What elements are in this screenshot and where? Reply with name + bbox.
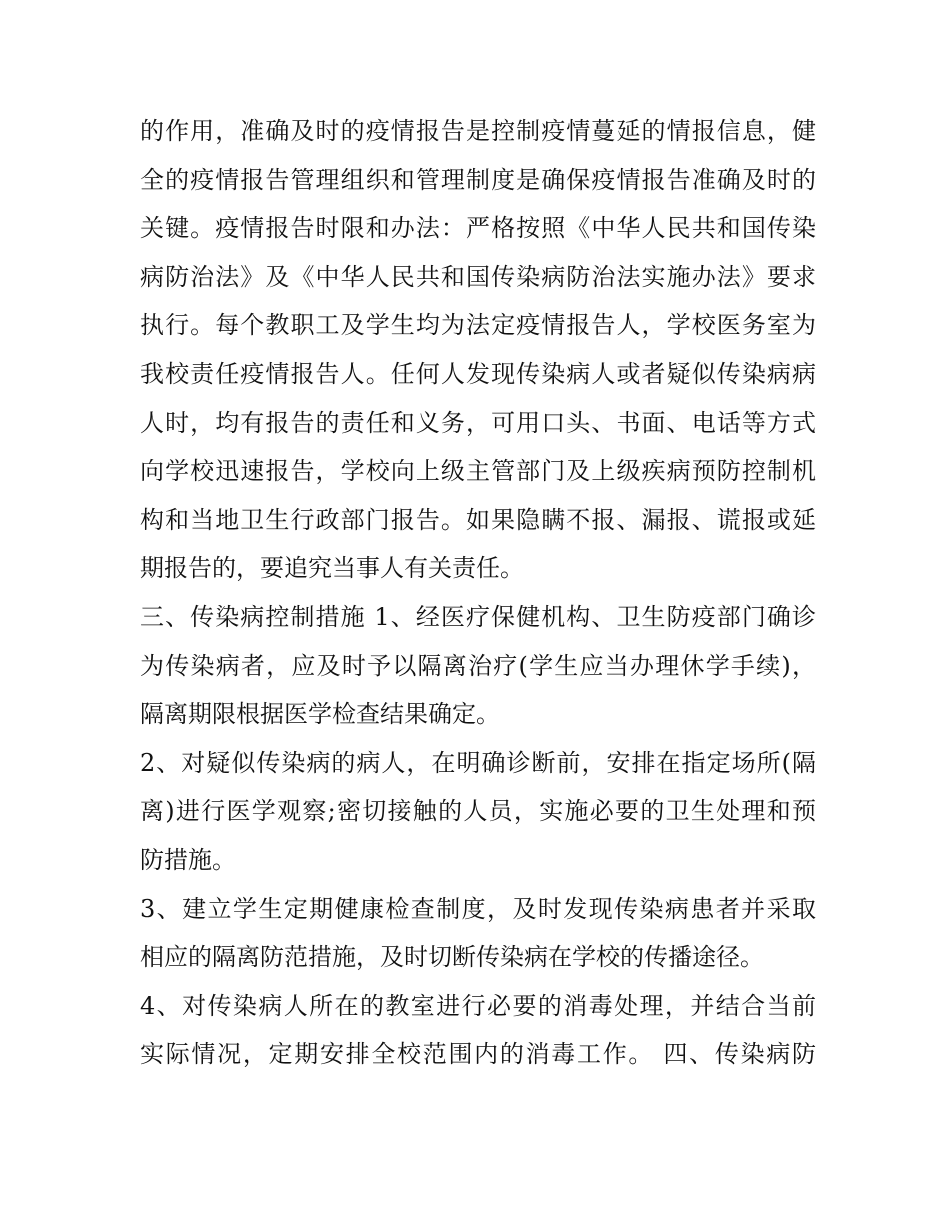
document-body xyxy=(140,107,816,1079)
text-line: 4、对传染病人所在的教室进行必要的消毒处理，并结合当前 xyxy=(140,991,816,1020)
text-line: 实际情况，定期安排全校范围内的消毒工作。 四、传染病防 xyxy=(140,1040,816,1069)
text-line: 3、建立学生定期健康检查制度，及时发现传染病患者并采取 xyxy=(140,894,816,923)
text-line: 全的疫情报告管理组织和管理制度是确保疫情报告准确及时的 xyxy=(140,165,816,194)
text-line: 隔离期限根据医学检查结果确定。 xyxy=(140,700,500,729)
text-line: 期报告的，要追究当事人有关责任。 xyxy=(140,554,524,583)
text-line: 为传染病者，应及时予以隔离治疗(学生应当办理休学手续)， xyxy=(140,651,816,680)
text-line: 人时，均有报告的责任和义务，可用口头、书面、电话等方式 xyxy=(140,408,816,437)
text-line: 相应的隔离防范措施，及时切断传染病在学校的传播途径。 xyxy=(140,943,764,972)
text-line: 构和当地卫生行政部门报告。如果隐瞒不报、漏报、谎报或延 xyxy=(140,505,816,534)
text-line: 我校责任疫情报告人。任何人发现传染病人或者疑似传染病病 xyxy=(140,359,816,388)
text-line: 执行。每个教职工及学生均为法定疫情报告人，学校医务室为 xyxy=(140,311,816,340)
text-line: 关键。疫情报告时限和办法：严格按照《中华人民共和国传染 xyxy=(140,214,816,243)
text-line: 防措施。 xyxy=(140,845,236,874)
text-line: 病防治法》及《中华人民共和国传染病防治法实施办法》要求 xyxy=(140,262,816,291)
text-line: 2、对疑似传染病的病人，在明确诊断前，安排在指定场所(隔 xyxy=(140,748,816,777)
text-line: 的作用，准确及时的疫情报告是控制疫情蔓延的情报信息，健 xyxy=(140,117,816,145)
text-line: 三、传染病控制措施 1、经医疗保健机构、卫生防疫部门确诊 xyxy=(140,602,816,631)
text-line: 离)进行医学观察;密切接触的人员，实施必要的卫生处理和预 xyxy=(140,797,816,826)
text-line: 向学校迅速报告，学校向上级主管部门及上级疾病预防控制机 xyxy=(140,457,816,486)
